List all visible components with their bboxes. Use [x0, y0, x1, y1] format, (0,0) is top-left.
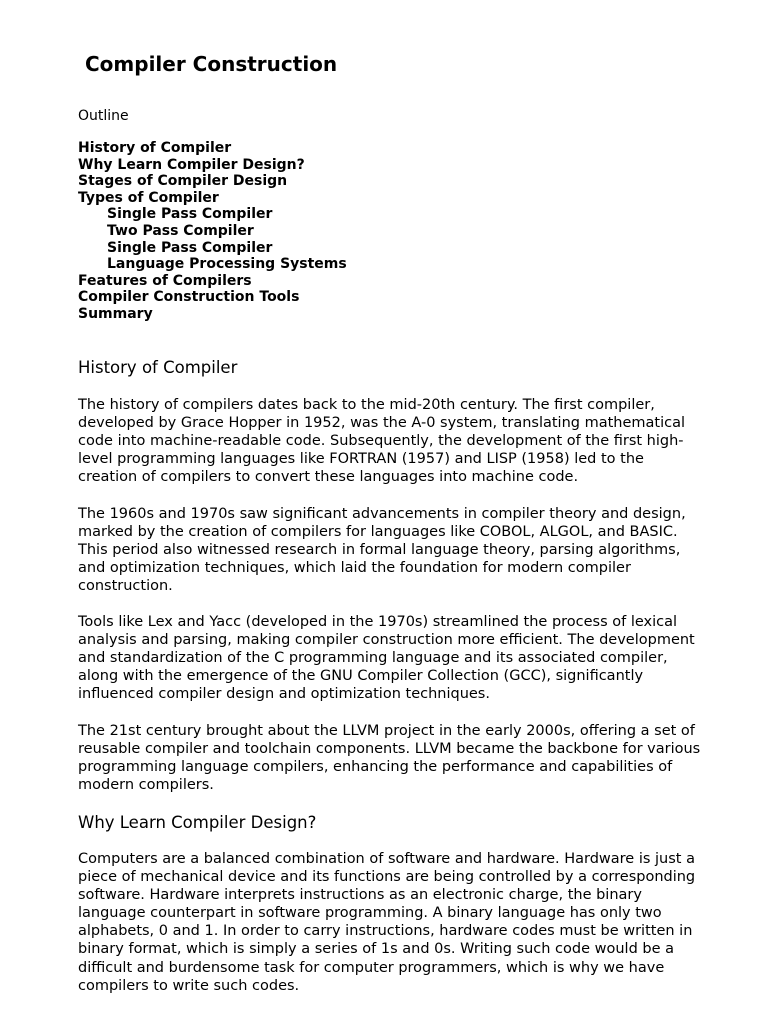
- text-line: binary format, which is simply a series of 1s and 0s. Writing such code would be a: [78, 941, 675, 958]
- toc-subitem-single-pass: Single Pass Compiler: [107, 206, 273, 223]
- toc-item-features: Features of Compilers: [78, 272, 252, 289]
- document-title: Compiler Construction: [85, 52, 338, 76]
- text-line: Tools like Lex and Yacc (developed in the 1970s) streamlined the process of lexical: [78, 614, 678, 630]
- section-heading-why-learn: Why Learn Compiler Design?: [78, 813, 317, 832]
- text-line: This period also witnessed research in formal language theory, parsing algorithms,: [78, 542, 681, 559]
- text-line: creation of compilers to convert these languages into machine code.: [78, 469, 579, 486]
- text-line: influenced compiler design and optimization techniques.: [78, 686, 490, 703]
- text-line: programming language compilers, enhancing the performance and capabilities of: [78, 759, 673, 776]
- toc-item-tools: Compiler Construction Tools: [78, 289, 300, 306]
- why-learn-paragraph-1: [78, 850, 728, 995]
- text-line: level programming languages like FORTRAN (1957) and LISP (1958) led to the: [78, 451, 644, 468]
- text-line: language counterpart in software programming. A binary language has only two: [78, 905, 662, 922]
- text-line: construction.: [78, 578, 173, 595]
- text-line: and standardization of the C programming language and its associated compiler,: [78, 650, 668, 667]
- text-line: piece of mechanical device and its functions are being controlled by a corresponding: [78, 869, 696, 886]
- text-line: The 21st century brought about the LLVM project in the early 2000s, offering a set of: [78, 723, 695, 739]
- text-line: difficult and burdensome task for computer programmers, which is why we have: [78, 959, 665, 976]
- text-line: The 1960s and 1970s saw significant advancements in compiler theory and design,: [78, 506, 686, 522]
- text-line: compilers to write such codes.: [78, 977, 300, 994]
- history-paragraph-3: [78, 613, 728, 703]
- section-heading-history: History of Compiler: [78, 358, 238, 377]
- text-line: reusable compiler and toolchain components. LLVM became the backbone for various: [78, 741, 701, 758]
- text-line: code into machine-readable code. Subsequently, the development of the first high-: [78, 433, 684, 450]
- text-line: alphabets, 0 and 1. In order to carry instructions, hardware codes must be written in: [78, 923, 693, 940]
- toc-subitem-language-processing: Language Processing Systems: [107, 256, 347, 273]
- history-paragraph-4: [78, 722, 728, 794]
- outline-label: Outline: [78, 108, 129, 124]
- toc-item-stages: Stages of Compiler Design: [78, 173, 288, 190]
- text-line: The history of compilers dates back to the mid-20th century. The first compiler,: [78, 397, 655, 413]
- toc-item-why-learn: Why Learn Compiler Design?: [78, 156, 305, 173]
- toc-item-history: History of Compiler: [78, 140, 232, 156]
- toc-subitem-two-pass: Two Pass Compiler: [107, 222, 254, 239]
- text-line: developed by Grace Hopper in 1952, was the A-0 system, translating mathematical: [78, 415, 686, 432]
- text-line: analysis and parsing, making compiler construction more efficient. The development: [78, 632, 695, 649]
- text-line: Computers are a balanced combination of software and hardware. Hardware is just a: [78, 851, 695, 867]
- table-of-contents: [78, 140, 347, 323]
- toc-item-summary: Summary: [78, 305, 153, 322]
- text-line: modern compilers.: [78, 777, 214, 794]
- text-line: and optimization techniques, which laid the foundation for modern compiler: [78, 560, 631, 577]
- history-paragraph-1: [78, 396, 728, 486]
- toc-item-types: Types of Compiler: [78, 189, 219, 206]
- history-paragraph-2: [78, 505, 728, 595]
- text-line: software. Hardware interprets instructions as an electronic charge, the binary: [78, 887, 642, 904]
- toc-subitem-single-pass-2: Single Pass Compiler: [107, 239, 273, 256]
- text-line: marked by the creation of compilers for languages like COBOL, ALGOL, and BASIC.: [78, 524, 678, 541]
- text-line: along with the emergence of the GNU Compiler Collection (GCC), significantly: [78, 668, 644, 685]
